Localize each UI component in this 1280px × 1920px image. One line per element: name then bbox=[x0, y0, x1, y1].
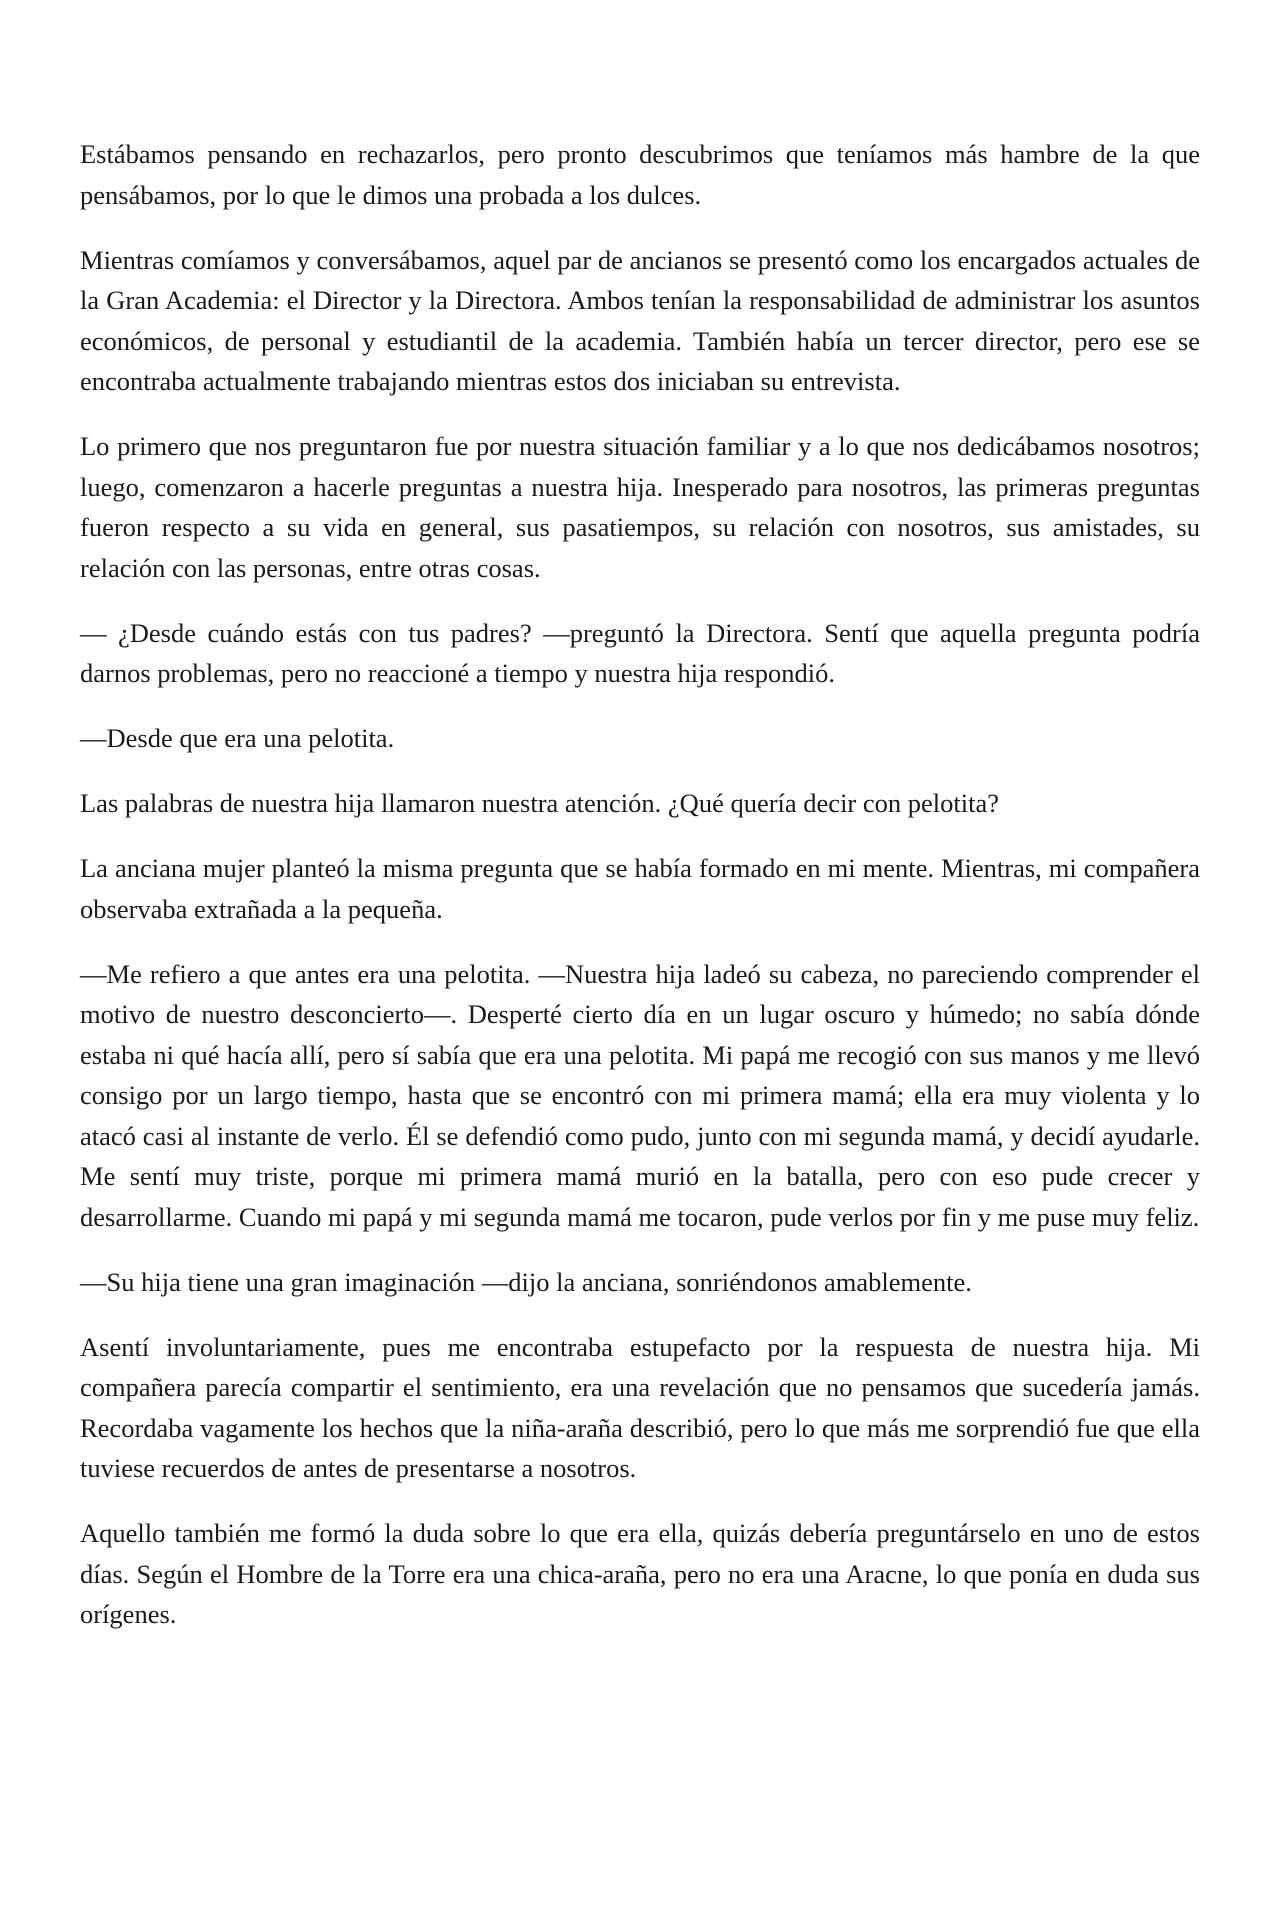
paragraph-4: — ¿Desde cuándo estás con tus padres? —preguntó la Directora. Sentí que aquella pregunta podría darnos problemas, pero no reaccioné a tiempo y nuestra hija respondió. bbox=[80, 617, 1200, 688]
paragraph-10: Asentí involuntariamente, pues me encontraba estupefacto por la respuesta de nuestra hija. Mi compañera parecía compartir el sentimiento, era una revelación que no pensamos que sucedería jamás. Recordaba vagamente los hechos que la niña-araña describió, pero lo que más me sorprendió fue que ella tuviese recuerdos de antes de presentarse a nosotros. bbox=[80, 1331, 1200, 1483]
paragraph-3: Lo primero que nos preguntaron fue por nuestra situación familiar y a lo que nos dedicábamos nosotros; luego, comenzaron a hacerle preguntas a nuestra hija. Inesperado para nosotros, las primeras preguntas fueron respecto a su vida en general, sus pasatiempos, su relación con nosotros, sus amistades, su relación con las personas, entre otras cosas. bbox=[80, 431, 1200, 583]
paragraph-6: Las palabras de nuestra hija llamaron nuestra atención. ¿Qué quería decir con pelotita? bbox=[80, 788, 999, 818]
paragraph-1: Estábamos pensando en rechazarlos, pero pronto descubrimos que teníamos más hambre de la que pensábamos, por lo que le dimos una probada a los dulces. bbox=[80, 139, 1200, 210]
paragraph-2: Mientras comíamos y conversábamos, aquel par de ancianos se presentó como los encargados actuales de la Gran Academia: el Director y la Directora. Ambos tenían la responsabilidad de administrar los asuntos económicos, de personal y estudiantil de la academia. También había un tercer director, pero ese se encontraba actualmente trabajando mientras estos dos iniciaban su entrevista. bbox=[80, 244, 1200, 396]
paragraph-7: La anciana mujer planteó la misma pregunta que se había formado en mi mente. Mientras, mi compañera observaba extrañada a la pequeña. bbox=[80, 853, 1200, 924]
paragraph-11: Aquello también me formó la duda sobre lo que era ella, quizás debería preguntárselo en uno de estos días. Según el Hombre de la Torre era una chica-araña, pero no era una Aracne, lo que ponía en duda sus orígenes. bbox=[80, 1518, 1200, 1629]
paragraph-9: —Su hija tiene una gran imaginación —dijo la anciana, sonriéndonos amablemente. bbox=[80, 1266, 972, 1297]
paragraph-8: —Me refiero a que antes era una pelotita. —Nuestra hija ladeó su cabeza, no pareciendo comprender el motivo de nuestro desconcierto—. Desperté cierto día en un lugar oscuro y húmedo; no sabía dónde estaba ni qué hacía allí, pero sí sabía que era una pelotita. Mi papá me recogió con sus manos y me llevó consigo por un largo tiempo, hasta que se encontró con mi primera mamá; ella era muy violenta y lo atacó casi al instante de verlo. Él se defendió como pudo, junto con mi segunda mamá, y decidí ayudarle. Me sentí muy triste, porque mi primera mamá murió en la batalla, pero con eso pude crecer y desarrollarme. Cuando mi papá y mi segunda mamá me tocaron, pude verlos por fin y me puse muy feliz. bbox=[80, 958, 1200, 1232]
paragraph-5: —Desde que era una pelotita. bbox=[80, 723, 395, 753]
document-page bbox=[80, 134, 1200, 1659]
